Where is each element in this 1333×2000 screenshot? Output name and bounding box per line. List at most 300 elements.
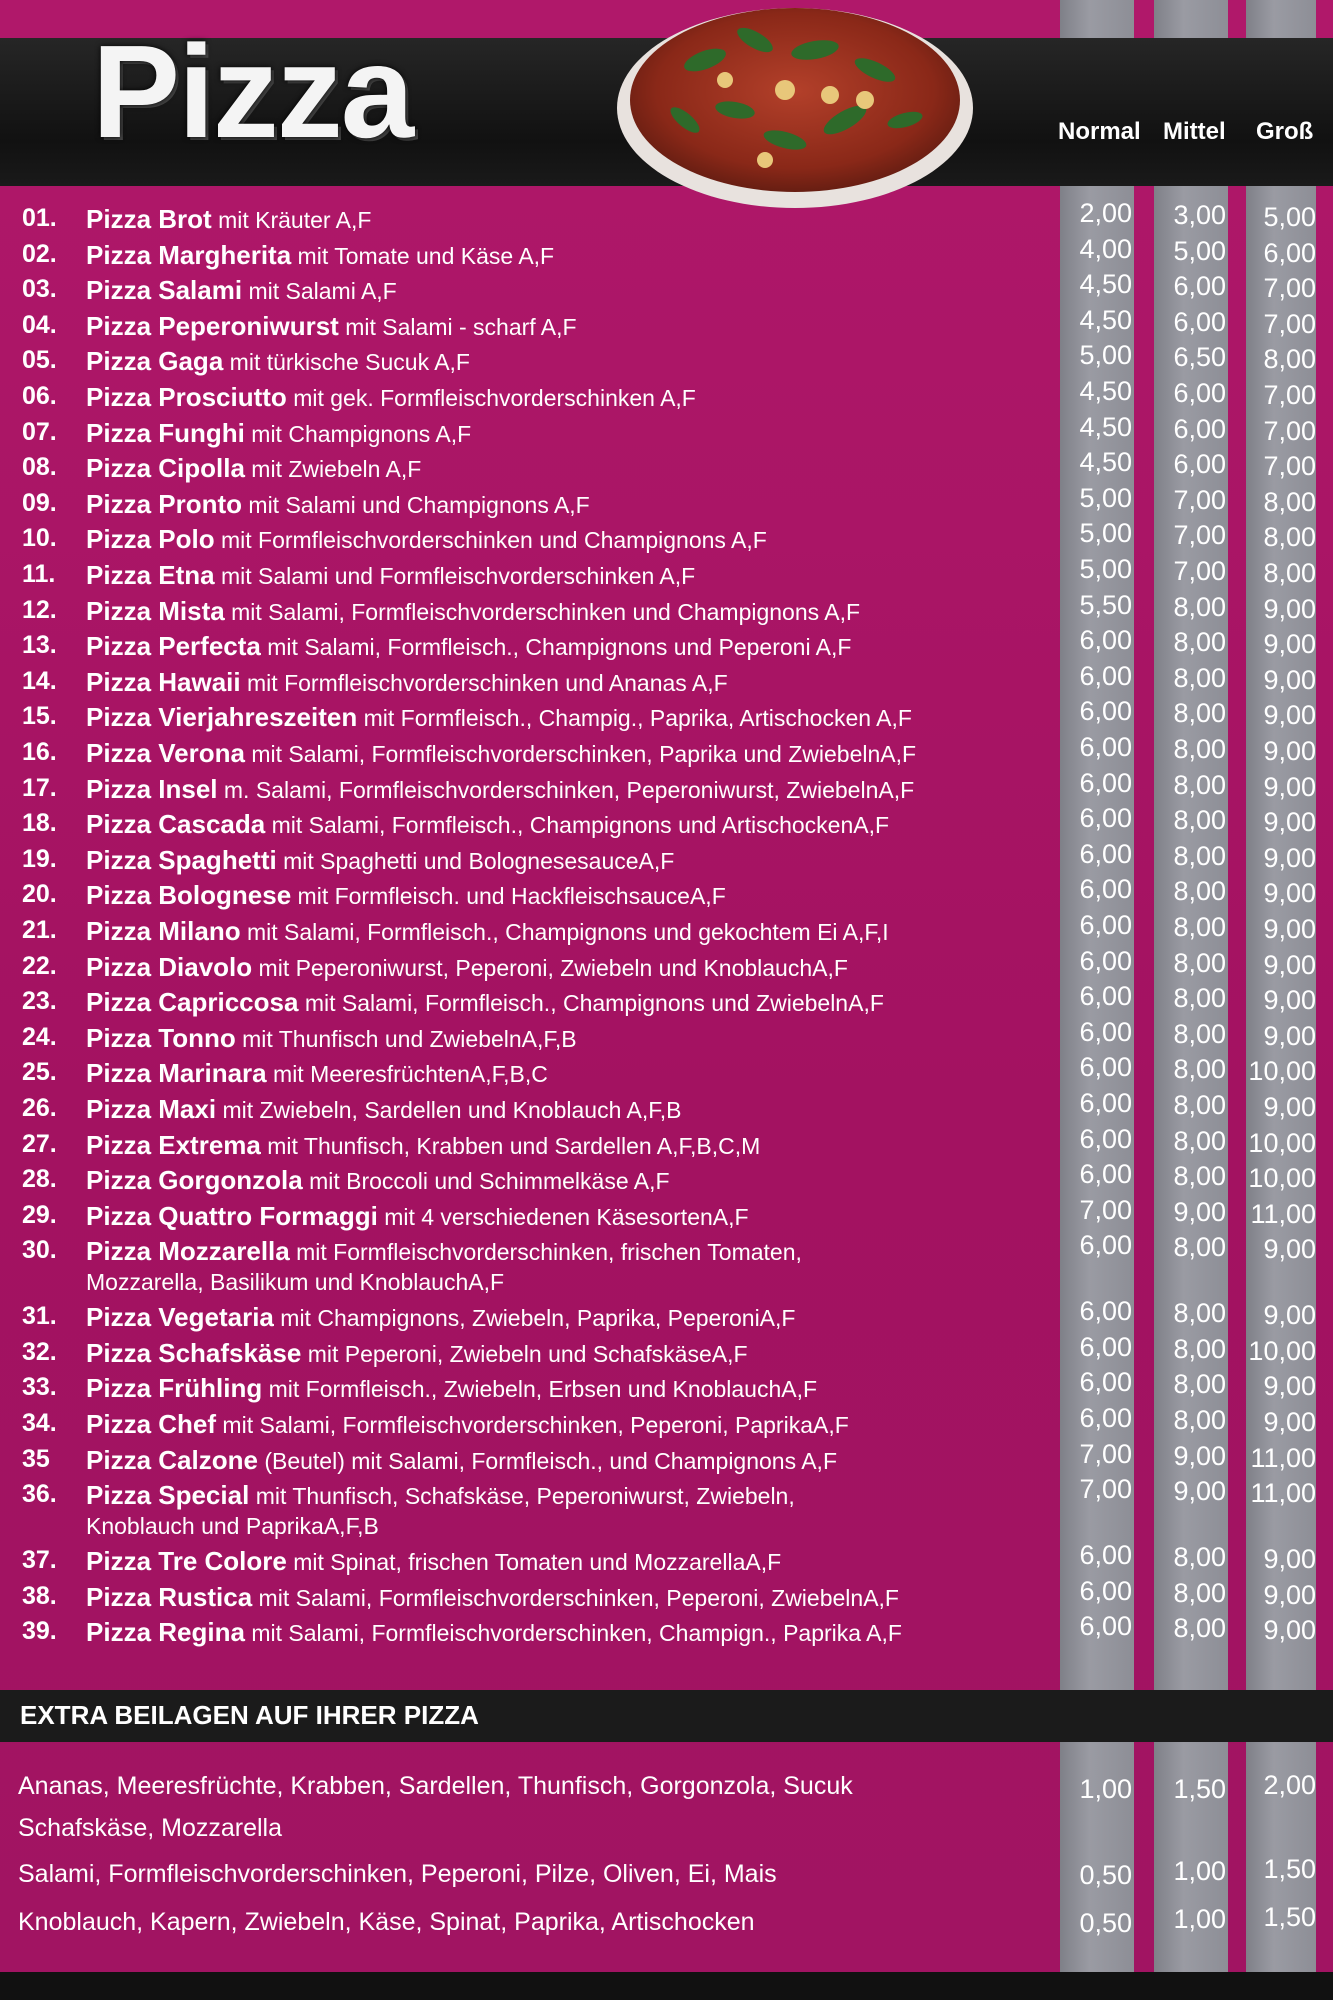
item-number: 20. bbox=[22, 880, 57, 909]
item-ingredients: mit Salami, Formfleischvorderschinken und Champignons A,F bbox=[224, 598, 861, 625]
menu-item bbox=[0, 1230, 1333, 1296]
price-normal: 4,50 bbox=[1079, 411, 1132, 442]
price-mittel: 8,00 bbox=[1173, 1613, 1226, 1644]
item-name: Pizza Cascada bbox=[86, 809, 266, 840]
item-ingredients: mit Formfleisch., Zwiebeln, Erbsen und KnoblauchA,F bbox=[262, 1376, 818, 1403]
menu-item bbox=[0, 1123, 1333, 1165]
extras-text: Ananas, Meeresfrüchte, Krabben, Sardellen, Thunfisch, Gorgonzola, Sucuk bbox=[18, 1772, 853, 1800]
price-mittel: 6,50 bbox=[1173, 342, 1226, 373]
item-description bbox=[86, 1480, 1066, 1541]
menu-item bbox=[0, 767, 1333, 809]
price-normal: 6,00 bbox=[1079, 1088, 1132, 1118]
item-number: 39. bbox=[22, 1617, 57, 1646]
price-mittel: 6,00 bbox=[1173, 271, 1226, 302]
item-name: Pizza Perfecta bbox=[86, 631, 261, 662]
price-gross: 9,00 bbox=[1263, 842, 1316, 873]
item-name: Pizza Funghi bbox=[86, 417, 245, 448]
item-name: Pizza Polo bbox=[86, 524, 215, 555]
item-ingredients: mit Champignons, Zwiebeln, Paprika, PeperoniA,F bbox=[273, 1305, 796, 1332]
extras-price-normal: 0,50 bbox=[1079, 1860, 1132, 1890]
menu-item bbox=[0, 660, 1333, 702]
item-description bbox=[86, 667, 1066, 698]
menu-item bbox=[0, 1611, 1333, 1652]
item-description bbox=[86, 1130, 1066, 1161]
menu-item bbox=[0, 233, 1333, 275]
item-number: 27. bbox=[22, 1129, 57, 1158]
price-mittel: 8,00 bbox=[1173, 1090, 1226, 1120]
price-gross: 9,00 bbox=[1263, 878, 1316, 909]
price-gross: 9,00 bbox=[1263, 593, 1316, 624]
item-name: Pizza Capriccosa bbox=[86, 987, 299, 1018]
pizza-photo bbox=[615, 0, 975, 215]
item-number: 35 bbox=[22, 1444, 50, 1473]
item-number: 17. bbox=[22, 773, 57, 802]
price-normal: 6,00 bbox=[1079, 838, 1132, 869]
price-mittel: 8,00 bbox=[1173, 698, 1226, 729]
price-gross: 10,00 bbox=[1248, 1163, 1316, 1194]
item-name: Pizza Marinara bbox=[86, 1058, 267, 1089]
price-mittel: 8,00 bbox=[1173, 734, 1226, 764]
item-description bbox=[86, 1582, 1066, 1613]
item-name: Pizza Rustica bbox=[86, 1581, 253, 1612]
item-number: 22. bbox=[22, 951, 57, 980]
item-ingredients: mit Formfleischvorderschinken und Champignons A,F bbox=[214, 527, 767, 554]
item-description bbox=[86, 560, 1066, 591]
item-number: 03. bbox=[22, 275, 57, 304]
item-description bbox=[86, 596, 1066, 627]
item-ingredients: mit Thunfisch, Schafskäse, Peperoniwurst, Zwiebeln, bbox=[249, 1483, 795, 1510]
price-normal: 6,00 bbox=[1079, 1123, 1132, 1154]
price-gross: 9,00 bbox=[1263, 629, 1316, 660]
price-normal: 6,00 bbox=[1079, 910, 1132, 940]
item-description bbox=[86, 453, 1066, 484]
item-number: 06. bbox=[22, 382, 57, 410]
extras-price-gross: 1,50 bbox=[1263, 1902, 1316, 1932]
item-name: Pizza Pronto bbox=[86, 488, 243, 519]
price-normal: 6,00 bbox=[1079, 732, 1132, 762]
menu-item bbox=[0, 518, 1333, 559]
item-name: Pizza Quattro Formaggi bbox=[86, 1200, 378, 1231]
item-number: 19. bbox=[22, 844, 57, 873]
price-gross: 9,00 bbox=[1263, 914, 1316, 944]
item-number: 10. bbox=[22, 524, 57, 553]
price-gross: 9,00 bbox=[1263, 700, 1316, 731]
item-number: 04. bbox=[22, 310, 57, 339]
item-number: 05. bbox=[22, 346, 57, 375]
price-mittel: 8,00 bbox=[1173, 1018, 1226, 1049]
menu-item bbox=[0, 803, 1333, 844]
item-description bbox=[86, 738, 1066, 769]
item-number: 25. bbox=[22, 1058, 57, 1087]
menu-item bbox=[0, 910, 1333, 951]
price-gross: 9,00 bbox=[1263, 1615, 1316, 1646]
item-ingredients: mit Formfleischvorderschinken, frischen Tomaten, bbox=[289, 1239, 802, 1266]
item-number: 21. bbox=[22, 916, 57, 944]
price-normal: 2,00 bbox=[1079, 198, 1132, 228]
menu-item bbox=[0, 1194, 1333, 1236]
price-normal: 6,00 bbox=[1079, 1403, 1132, 1434]
price-gross: 9,00 bbox=[1263, 985, 1316, 1016]
price-normal: 6,00 bbox=[1079, 660, 1132, 691]
price-mittel: 8,00 bbox=[1173, 1232, 1226, 1263]
extras-text: Salami, Formfleischvorderschinken, Peperoni, Pilze, Oliven, Ei, Mais bbox=[18, 1860, 777, 1888]
item-description bbox=[86, 916, 1066, 947]
item-name: Pizza Frühling bbox=[86, 1373, 263, 1404]
item-description bbox=[86, 1373, 1066, 1404]
item-ingredients: mit Formfleisch., Champig., Paprika, Artischocken A,F bbox=[357, 705, 912, 732]
menu-item bbox=[0, 198, 1333, 239]
item-description bbox=[86, 1058, 1066, 1089]
price-gross: 9,00 bbox=[1263, 1300, 1316, 1331]
price-gross: 9,00 bbox=[1263, 1371, 1316, 1402]
item-ingredients: mit Champignons A,F bbox=[244, 420, 472, 447]
item-number: 12. bbox=[22, 595, 57, 624]
item-name: Pizza Tonno bbox=[86, 1022, 236, 1053]
item-description bbox=[86, 1236, 1066, 1297]
item-number: 23. bbox=[22, 987, 57, 1016]
menu-item bbox=[0, 1540, 1333, 1581]
item-name: Pizza Brot bbox=[86, 204, 212, 234]
price-mittel: 8,00 bbox=[1173, 1054, 1226, 1085]
menu-item bbox=[0, 1331, 1333, 1373]
price-normal: 6,00 bbox=[1079, 1331, 1132, 1362]
item-number: 02. bbox=[22, 239, 57, 268]
item-ingredients: mit Salami, Formfleischvorderschinken, Paprika und ZwiebelnA,F bbox=[244, 741, 917, 767]
item-number: 28. bbox=[22, 1165, 57, 1194]
price-normal: 6,00 bbox=[1079, 1611, 1132, 1642]
price-normal: 7,00 bbox=[1079, 1438, 1132, 1469]
item-description bbox=[86, 1094, 1066, 1125]
price-mittel: 8,00 bbox=[1173, 947, 1226, 978]
price-gross: 8,00 bbox=[1263, 344, 1316, 375]
price-gross: 9,00 bbox=[1263, 807, 1316, 838]
price-gross: 7,00 bbox=[1263, 415, 1316, 446]
menu-item bbox=[0, 1438, 1333, 1480]
price-normal: 5,50 bbox=[1079, 589, 1132, 620]
price-mittel: 8,00 bbox=[1173, 1298, 1226, 1329]
item-ingredients: m. Salami, Formfleischvorderschinken, Peperoniwurst, ZwiebelnA,F bbox=[217, 776, 915, 803]
item-ingredients: mit Formfleischvorderschinken und Ananas A,F bbox=[240, 669, 728, 696]
item-name: Pizza Salami bbox=[86, 275, 243, 306]
item-ingredients: mit gek. Formfleischvorderschinken A,F bbox=[286, 385, 696, 411]
menu-item bbox=[0, 874, 1333, 915]
item-number: 07. bbox=[22, 417, 57, 446]
price-mittel: 8,00 bbox=[1173, 627, 1226, 658]
price-mittel: 8,00 bbox=[1173, 1369, 1226, 1400]
item-number: 08. bbox=[22, 453, 57, 482]
item-ingredients: mit Zwiebeln A,F bbox=[244, 456, 422, 483]
price-gross: 9,00 bbox=[1263, 1092, 1316, 1122]
menu-item bbox=[0, 269, 1333, 310]
item-ingredients: mit Thunfisch und ZwiebelnA,F,B bbox=[235, 1025, 577, 1052]
price-mittel: 8,00 bbox=[1173, 1333, 1226, 1364]
item-name: Pizza Schafskäse bbox=[86, 1337, 302, 1368]
item-number: 34. bbox=[22, 1409, 57, 1438]
menu-item bbox=[0, 838, 1333, 880]
price-gross: 8,00 bbox=[1263, 558, 1316, 588]
extras-price-normal: 1,00 bbox=[1079, 1774, 1132, 1804]
item-number: 31. bbox=[22, 1302, 57, 1331]
item-ingredients: mit Salami und Champignons A,F bbox=[242, 491, 590, 518]
item-description bbox=[86, 275, 1066, 306]
item-description bbox=[86, 1302, 1066, 1333]
price-normal: 6,00 bbox=[1079, 1296, 1132, 1327]
item-description bbox=[86, 382, 1066, 413]
menu-item bbox=[0, 1575, 1333, 1617]
item-ingredients: mit Peperoniwurst, Peperoni, Zwiebeln und KnoblauchA,F bbox=[252, 954, 848, 981]
item-name: Pizza Etna bbox=[86, 560, 215, 590]
price-mittel: 8,00 bbox=[1173, 983, 1226, 1014]
item-ingredients: mit türkische Sucuk A,F bbox=[223, 349, 470, 376]
price-gross: 10,00 bbox=[1248, 1335, 1316, 1366]
item-description bbox=[86, 952, 1066, 983]
price-normal: 5,00 bbox=[1079, 554, 1132, 584]
price-gross: 10,00 bbox=[1248, 1056, 1316, 1087]
price-mittel: 8,00 bbox=[1173, 662, 1226, 693]
price-mittel: 5,00 bbox=[1173, 235, 1226, 266]
item-name: Pizza Prosciutto bbox=[86, 382, 287, 412]
price-gross: 9,00 bbox=[1263, 771, 1316, 802]
extras-text: Knoblauch, Kapern, Zwiebeln, Käse, Spinat, Paprika, Artischocken bbox=[18, 1908, 755, 1936]
price-normal: 6,00 bbox=[1079, 1575, 1132, 1606]
item-name: Pizza Margherita bbox=[86, 239, 292, 270]
price-mittel: 8,00 bbox=[1173, 591, 1226, 622]
price-mittel: 8,00 bbox=[1173, 805, 1226, 836]
price-normal: 4,00 bbox=[1079, 233, 1132, 264]
item-name: Pizza Peperoniwurst bbox=[86, 310, 339, 341]
price-normal: 4,50 bbox=[1079, 376, 1132, 406]
item-number: 01. bbox=[22, 204, 57, 232]
menu-item bbox=[0, 1159, 1333, 1200]
price-normal: 6,00 bbox=[1079, 1540, 1132, 1571]
price-gross: 8,00 bbox=[1263, 486, 1316, 517]
menu-item bbox=[0, 340, 1333, 381]
item-number: 26. bbox=[22, 1094, 57, 1122]
price-normal: 4,50 bbox=[1079, 304, 1132, 335]
item-name: Pizza Chef bbox=[86, 1409, 217, 1440]
item-description bbox=[86, 631, 1066, 662]
item-name: Pizza Cipolla bbox=[86, 453, 245, 484]
item-description bbox=[86, 1165, 1066, 1196]
item-ingredients: mit Zwiebeln, Sardellen und Knoblauch A,F,B bbox=[216, 1097, 682, 1123]
price-mittel: 7,00 bbox=[1173, 484, 1226, 515]
price-mittel: 6,00 bbox=[1173, 378, 1226, 408]
item-name: Pizza Special bbox=[86, 1480, 250, 1511]
item-description bbox=[86, 1409, 1066, 1440]
item-name: Pizza Bolognese bbox=[86, 880, 292, 911]
menu-item bbox=[0, 732, 1333, 773]
item-ingredients: mit Spinat, frischen Tomaten und MozzarellaA,F bbox=[286, 1549, 782, 1576]
price-mittel: 8,00 bbox=[1173, 1405, 1226, 1436]
item-description bbox=[86, 524, 1066, 555]
menu-item bbox=[0, 1367, 1333, 1408]
price-gross: 9,00 bbox=[1263, 664, 1316, 695]
price-gross: 6,00 bbox=[1263, 237, 1316, 268]
item-number: 38. bbox=[22, 1581, 57, 1610]
price-normal: 6,00 bbox=[1079, 981, 1132, 1012]
item-description bbox=[86, 346, 1066, 377]
menu-item bbox=[0, 1474, 1333, 1540]
item-description bbox=[86, 1445, 1066, 1476]
item-name: Pizza Verona bbox=[86, 738, 245, 768]
menu-item bbox=[0, 411, 1333, 453]
price-normal: 6,00 bbox=[1079, 1367, 1132, 1398]
price-mittel: 8,00 bbox=[1173, 1125, 1226, 1156]
item-number: 32. bbox=[22, 1337, 57, 1366]
price-mittel: 8,00 bbox=[1173, 912, 1226, 942]
price-mittel: 6,00 bbox=[1173, 449, 1226, 480]
item-name: Pizza Gaga bbox=[86, 346, 224, 377]
price-normal: 6,00 bbox=[1079, 945, 1132, 976]
item-ingredients: mit Salami, Formfleisch., Champignons und ZwiebelnA,F bbox=[298, 990, 884, 1017]
item-ingredients: mit Salami, Formfleischvorderschinken, Champign., Paprika A,F bbox=[244, 1620, 902, 1647]
item-description bbox=[86, 987, 1066, 1018]
price-normal: 6,00 bbox=[1079, 625, 1132, 656]
item-number: 37. bbox=[22, 1546, 57, 1575]
price-normal: 7,00 bbox=[1079, 1474, 1132, 1505]
price-mittel: 8,00 bbox=[1173, 1161, 1226, 1192]
price-gross: 11,00 bbox=[1250, 1198, 1316, 1229]
item-ingredients: mit Salami, Formfleisch., Champignons und ArtischockenA,F bbox=[265, 812, 890, 839]
item-ingredients: mit 4 verschiedenen KäsesortenA,F bbox=[377, 1203, 749, 1230]
item-name: Pizza Mozzarella bbox=[86, 1236, 290, 1267]
menu-item bbox=[0, 1016, 1333, 1058]
item-description bbox=[86, 1617, 1066, 1648]
item-number: 11. bbox=[22, 560, 56, 588]
item-ingredients: mit Salami, Formfleisch., Champignons und gekochtem Ei A,F,I bbox=[240, 919, 889, 945]
menu-item bbox=[0, 1296, 1333, 1337]
item-number: 14. bbox=[22, 666, 57, 695]
price-mittel: 8,00 bbox=[1173, 769, 1226, 800]
size-header-mittel: Mittel bbox=[1163, 118, 1226, 145]
item-ingredients: mit MeeresfrüchtenA,F,B,C bbox=[266, 1061, 548, 1088]
menu-item bbox=[0, 304, 1333, 346]
price-normal: 6,00 bbox=[1079, 1016, 1132, 1047]
price-gross: 10,00 bbox=[1248, 1127, 1316, 1158]
item-name: Pizza Maxi bbox=[86, 1094, 217, 1124]
menu-item bbox=[0, 1052, 1333, 1093]
price-gross: 11,00 bbox=[1250, 1442, 1316, 1473]
price-gross: 9,00 bbox=[1263, 1544, 1316, 1575]
item-description bbox=[86, 880, 1066, 911]
item-number: 16. bbox=[22, 738, 57, 766]
price-mittel: 9,00 bbox=[1173, 1196, 1226, 1227]
item-ingredients: (Beutel) mit Salami, Formfleisch., und Champignons A,F bbox=[257, 1447, 837, 1474]
menu-item bbox=[0, 1403, 1333, 1444]
price-normal: 5,00 bbox=[1079, 518, 1132, 549]
price-normal: 4,50 bbox=[1079, 269, 1132, 300]
item-name: Pizza Milano bbox=[86, 916, 241, 946]
item-ingredients: mit Salami - scharf A,F bbox=[338, 313, 577, 340]
item-ingredients: mit Tomate und Käse A,F bbox=[291, 242, 555, 269]
price-gross: 7,00 bbox=[1263, 308, 1316, 339]
item-number: 30. bbox=[22, 1236, 57, 1265]
item-description bbox=[86, 240, 1066, 271]
menu-item bbox=[0, 945, 1333, 987]
price-normal: 5,00 bbox=[1079, 340, 1132, 371]
item-name: Pizza Gorgonzola bbox=[86, 1165, 303, 1196]
item-description bbox=[86, 418, 1066, 449]
price-gross: 9,00 bbox=[1263, 1407, 1316, 1438]
item-number: 13. bbox=[22, 631, 57, 660]
item-ingredients: mit Spaghetti und BolognesesauceA,F bbox=[276, 847, 675, 874]
price-mittel: 8,00 bbox=[1173, 840, 1226, 871]
item-ingredients-line2: Knoblauch und PaprikaA,F,B bbox=[86, 1513, 379, 1540]
price-gross: 7,00 bbox=[1263, 451, 1316, 482]
price-normal: 6,00 bbox=[1079, 1230, 1132, 1261]
price-normal: 6,00 bbox=[1079, 1159, 1132, 1190]
item-number: 18. bbox=[22, 809, 57, 838]
item-description bbox=[86, 809, 1066, 840]
item-name: Pizza Spaghetti bbox=[86, 844, 277, 875]
menu-item bbox=[0, 981, 1333, 1022]
price-gross: 5,00 bbox=[1263, 202, 1316, 232]
menu-item bbox=[0, 625, 1333, 666]
item-name: Pizza Vegetaria bbox=[86, 1302, 274, 1333]
extras-price-mittel: 1,50 bbox=[1173, 1774, 1226, 1804]
item-ingredients: mit Salami und Formfleischvorderschinken A,F bbox=[214, 563, 696, 589]
price-normal: 6,00 bbox=[1079, 767, 1132, 798]
item-description bbox=[86, 845, 1066, 876]
price-gross: 7,00 bbox=[1263, 273, 1316, 304]
price-normal: 6,00 bbox=[1079, 803, 1132, 834]
item-ingredients: mit Salami, Formfleisch., Champignons und Peperoni A,F bbox=[260, 634, 852, 661]
item-description bbox=[86, 702, 1066, 733]
menu-item bbox=[0, 376, 1333, 417]
menu-item bbox=[0, 482, 1333, 524]
extras-price-gross: 1,50 bbox=[1263, 1854, 1316, 1884]
item-name: Pizza Insel bbox=[86, 773, 218, 804]
price-normal: 6,00 bbox=[1079, 1052, 1132, 1083]
item-ingredients: mit Peperoni, Zwiebeln und SchafskäseA,F bbox=[301, 1340, 748, 1367]
item-description bbox=[86, 1201, 1066, 1232]
menu-item bbox=[0, 447, 1333, 488]
item-number: 36. bbox=[22, 1480, 57, 1509]
item-ingredients: mit Thunfisch, Krabben und Sardellen A,F,B,C,M bbox=[260, 1132, 761, 1159]
price-mittel: 6,00 bbox=[1173, 413, 1226, 444]
price-mittel: 6,00 bbox=[1173, 306, 1226, 337]
price-gross: 9,00 bbox=[1263, 949, 1316, 980]
item-number: 09. bbox=[22, 488, 57, 517]
price-gross: 9,00 bbox=[1263, 1579, 1316, 1610]
menu-item bbox=[0, 589, 1333, 631]
item-ingredients-line2: Mozzarella, Basilikum und KnoblauchA,F bbox=[86, 1269, 505, 1296]
footer-band bbox=[0, 1972, 1333, 2000]
item-name: Pizza Regina bbox=[86, 1617, 245, 1648]
price-normal: 5,00 bbox=[1079, 482, 1132, 513]
price-normal: 6,00 bbox=[1079, 874, 1132, 905]
extras-title: EXTRA BEILAGEN AUF IHRER PIZZA bbox=[20, 1700, 479, 1730]
size-header-normal: Normal bbox=[1058, 118, 1141, 145]
size-header-gross: Groß bbox=[1256, 118, 1314, 145]
menu-item bbox=[0, 554, 1333, 595]
extras-price-mittel: 1,00 bbox=[1173, 1856, 1226, 1886]
item-number: 33. bbox=[22, 1373, 57, 1402]
price-gross: 8,00 bbox=[1263, 522, 1316, 553]
price-gross: 9,00 bbox=[1263, 1234, 1316, 1265]
price-normal: 7,00 bbox=[1079, 1194, 1132, 1225]
price-mittel: 9,00 bbox=[1173, 1440, 1226, 1471]
item-name: Pizza Extrema bbox=[86, 1129, 261, 1160]
price-gross: 11,00 bbox=[1250, 1478, 1316, 1509]
price-normal: 4,50 bbox=[1079, 447, 1132, 478]
item-name: Pizza Tre Colore bbox=[86, 1546, 287, 1577]
price-normal: 6,00 bbox=[1079, 696, 1132, 727]
item-name: Pizza Mista bbox=[86, 595, 225, 626]
price-mittel: 7,00 bbox=[1173, 520, 1226, 551]
price-mittel: 8,00 bbox=[1173, 1542, 1226, 1573]
item-description bbox=[86, 774, 1066, 805]
